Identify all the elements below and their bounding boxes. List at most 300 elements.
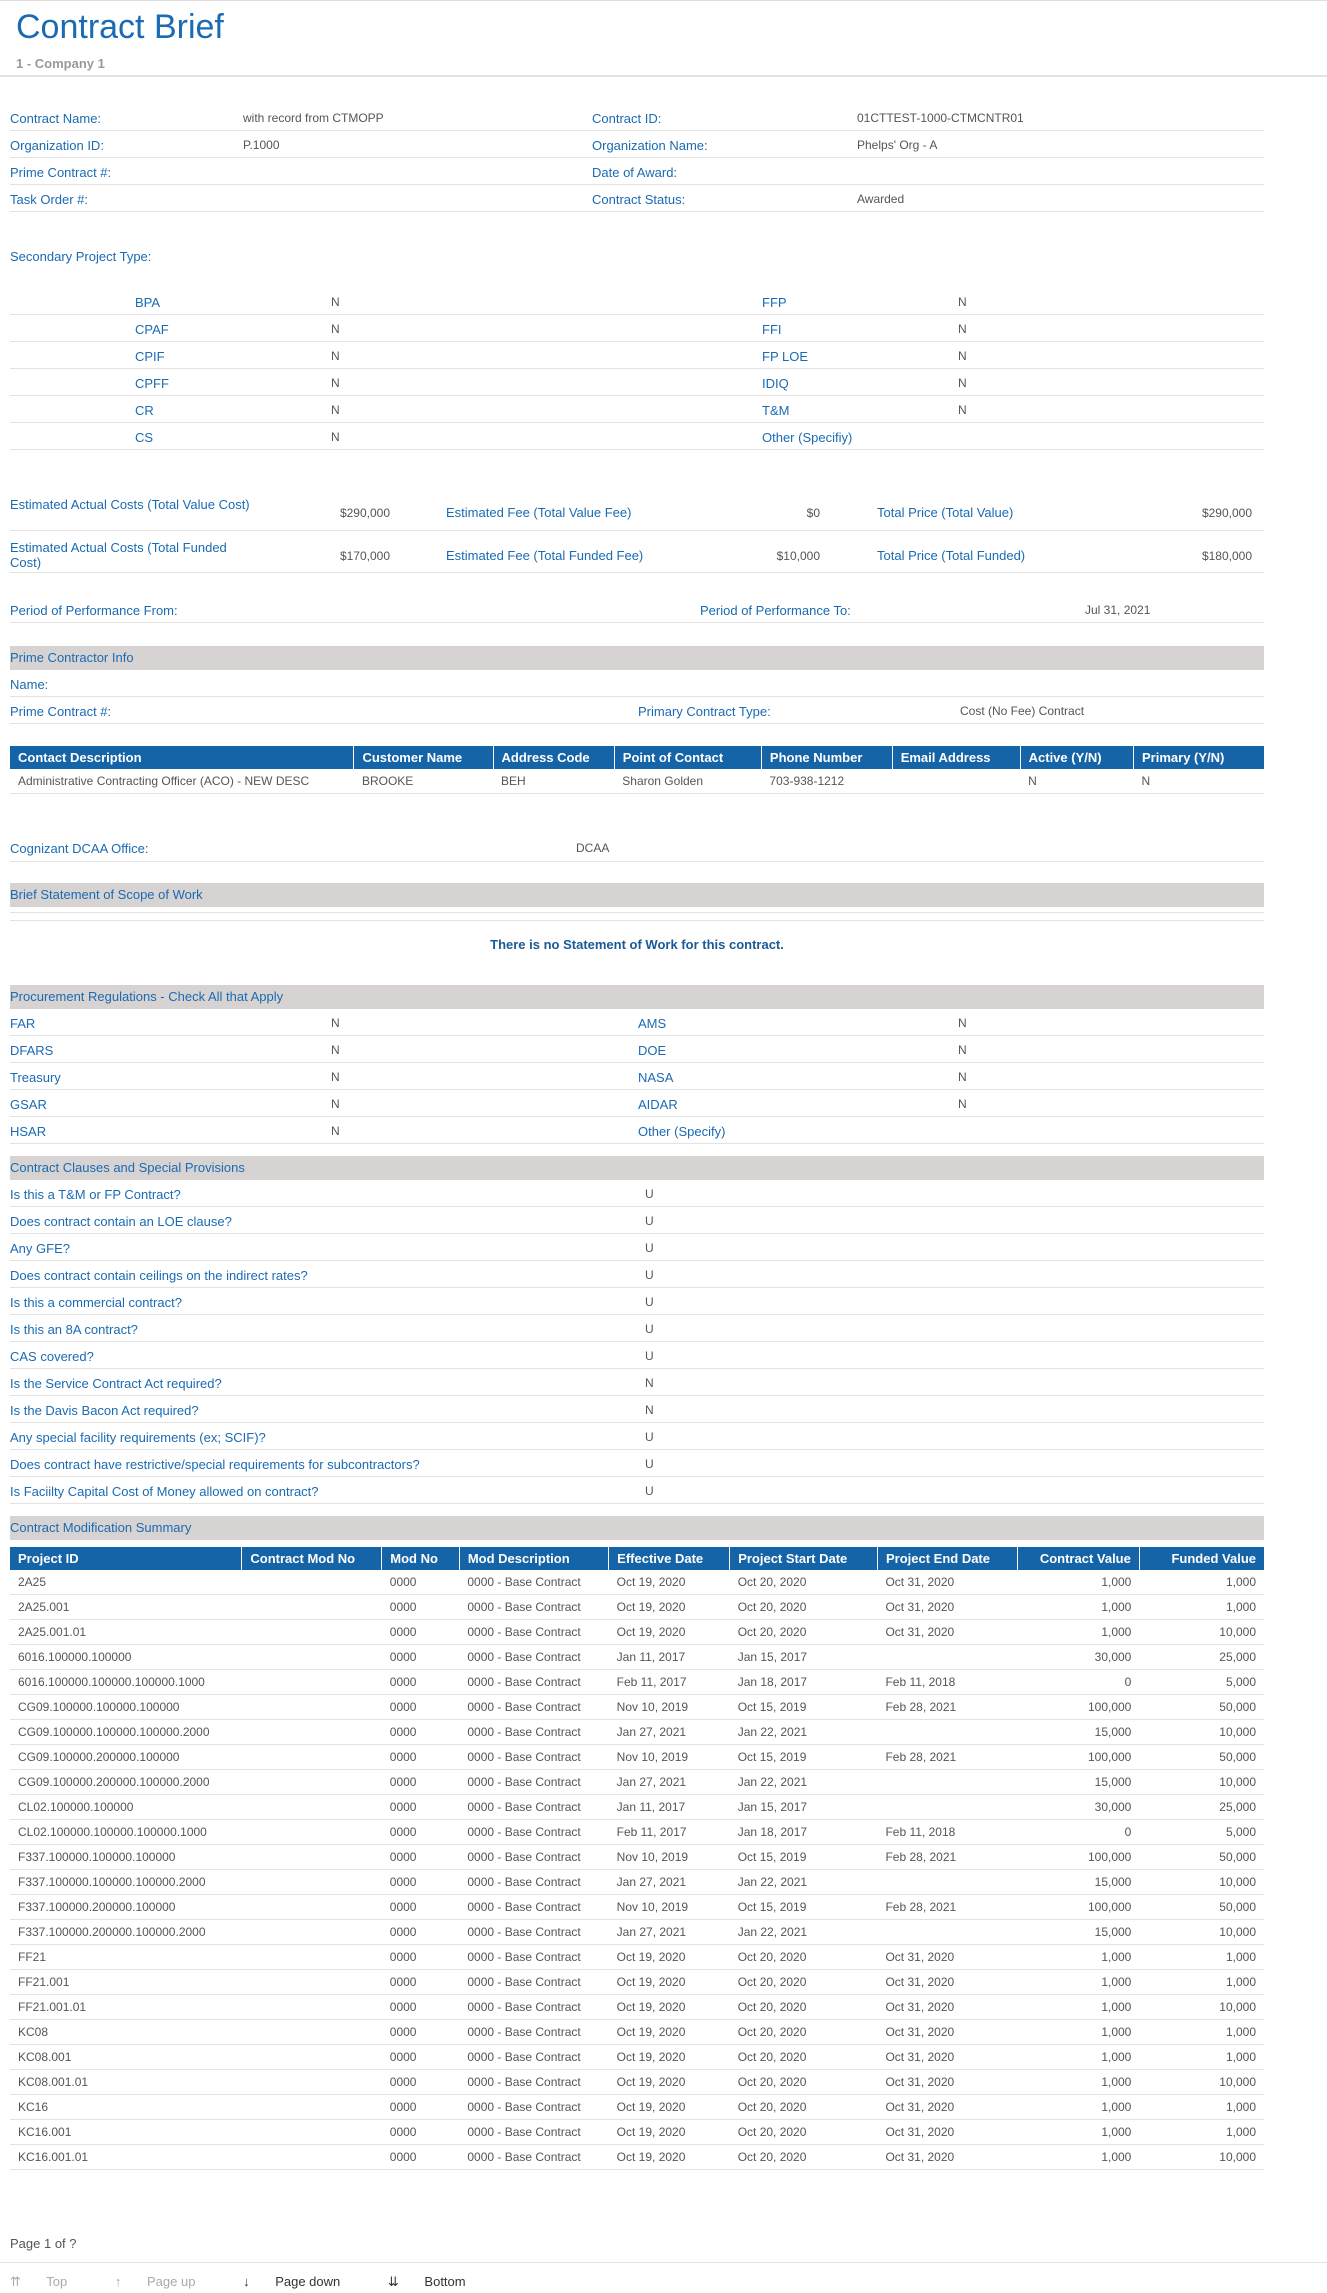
table-cell [242, 1695, 382, 1720]
table-cell: 0000 [382, 1595, 460, 1620]
contract-name-value: with record from CTMOPP [243, 111, 384, 125]
table-cell: 0000 [382, 1620, 460, 1645]
row-divider [10, 449, 1264, 450]
secondary-left-value: N [331, 322, 340, 336]
double-up-icon: ⇈ [10, 2274, 21, 2289]
secondary-right-label: FFI [762, 322, 782, 337]
table-cell: 0000 - Base Contract [459, 1895, 608, 1920]
clause-question: CAS covered? [10, 1349, 94, 1364]
table-cell [242, 1995, 382, 2020]
table-cell: 0000 [382, 1720, 460, 1745]
clause-question: Does contract contain ceilings on the indirect rates? [10, 1268, 308, 1283]
table-cell: 0000 - Base Contract [459, 1620, 608, 1645]
table-cell [242, 1945, 382, 1970]
table-cell: 30,000 [1018, 1795, 1140, 1820]
column-header: Contract Mod No [242, 1547, 382, 1570]
secondary-left-value: N [331, 430, 340, 444]
table-cell [877, 1795, 1017, 1820]
table-cell: 0000 - Base Contract [459, 1970, 608, 1995]
secondary-left-label: CPAF [135, 322, 169, 337]
table-cell [877, 1870, 1017, 1895]
mods-band [10, 1516, 1264, 1540]
table-row [10, 2070, 1264, 2095]
nav-page-up-label: Page up [147, 2274, 196, 2289]
table-cell: 50,000 [1139, 1745, 1264, 1770]
table-cell: 1,000 [1018, 1970, 1140, 1995]
table-cell [242, 1970, 382, 1995]
clause-question: Does contract contain an LOE clause? [10, 1214, 232, 1229]
table-cell: 1,000 [1018, 1570, 1140, 1595]
table-cell: 2A25 [10, 1570, 242, 1595]
table-cell: 0000 [382, 2020, 460, 2045]
table-cell: 100,000 [1018, 1745, 1140, 1770]
table-cell: 30,000 [1018, 1645, 1140, 1670]
secondary-type-title: Secondary Project Type: [10, 249, 152, 264]
table-cell: 0000 - Base Contract [459, 1745, 608, 1770]
row-divider [10, 1395, 1264, 1396]
table-cell: 0000 [382, 1570, 460, 1595]
table-cell: 0000 [382, 1670, 460, 1695]
table-cell: F337.100000.100000.100000 [10, 1845, 242, 1870]
nav-top-button[interactable] [10, 2274, 89, 2289]
table-cell: Oct 31, 2020 [877, 1570, 1017, 1595]
table-cell: 15,000 [1018, 1770, 1140, 1795]
table-cell: 100,000 [1018, 1845, 1140, 1870]
column-header: Project End Date [877, 1547, 1017, 1570]
table-cell: KC08.001 [10, 2045, 242, 2070]
table-row [10, 1795, 1264, 1820]
table-cell [242, 1920, 382, 1945]
table-cell: Oct 19, 2020 [609, 2045, 730, 2070]
row-divider [10, 1035, 1264, 1036]
table-cell: 1,000 [1139, 1570, 1264, 1595]
secondary-right-value: N [958, 376, 967, 390]
table-cell: Oct 31, 2020 [877, 1620, 1017, 1645]
contacts-table [10, 746, 1264, 794]
table-cell: 10,000 [1139, 1870, 1264, 1895]
table-row [10, 1695, 1264, 1720]
table-cell: 0000 - Base Contract [459, 2145, 608, 2170]
table-cell: 1,000 [1018, 2120, 1140, 2145]
clause-answer: U [645, 1349, 654, 1363]
clause-question: Is this a commercial contract? [10, 1295, 182, 1310]
secondary-right-label: FFP [762, 295, 787, 310]
table-cell: Jan 22, 2021 [730, 1870, 878, 1895]
table-cell: Oct 19, 2020 [609, 1945, 730, 1970]
clause-question: Does contract have restrictive/special requirements for subcontractors? [10, 1457, 420, 1472]
table-cell [892, 769, 1020, 794]
table-cell: 0000 [382, 1795, 460, 1820]
table-row [10, 1645, 1264, 1670]
table-cell: Oct 20, 2020 [730, 1945, 878, 1970]
table-cell: 25,000 [1139, 1795, 1264, 1820]
table-cell: Jan 15, 2017 [730, 1645, 878, 1670]
column-header: Contact Description [10, 746, 354, 769]
row-divider [10, 572, 1264, 573]
table-cell: 1,000 [1139, 2020, 1264, 2045]
table-cell: 0000 [382, 1995, 460, 2020]
table-cell: 2A25.001.01 [10, 1620, 242, 1645]
table-cell: Oct 31, 2020 [877, 2095, 1017, 2120]
table-cell: Oct 31, 2020 [877, 2120, 1017, 2145]
table-cell: F337.100000.200000.100000 [10, 1895, 242, 1920]
table-cell: Jan 27, 2021 [609, 1870, 730, 1895]
table-cell: CG09.100000.100000.100000 [10, 1695, 242, 1720]
table-cell: 1,000 [1018, 1595, 1140, 1620]
table-cell: 100,000 [1018, 1695, 1140, 1720]
pager-nav [10, 2274, 510, 2290]
table-cell: 0000 - Base Contract [459, 1920, 608, 1945]
row-divider [10, 1260, 1264, 1261]
prime-contract-label: Prime Contract #: [10, 165, 112, 180]
secondary-left-label: CPFF [135, 376, 169, 391]
table-cell: Jan 27, 2021 [609, 1920, 730, 1945]
clause-question: Any special facility requirements (ex; SCIF)? [10, 1430, 266, 1445]
clause-question: Is this a T&M or FP Contract? [10, 1187, 181, 1202]
reg-right-label: DOE [638, 1043, 667, 1058]
table-cell: 1,000 [1018, 1995, 1140, 2020]
arrow-down-icon: ↓ [243, 2274, 250, 2289]
secondary-right-value: N [958, 403, 967, 417]
reg-right-label: AMS [638, 1016, 667, 1031]
table-cell: 0000 [382, 1770, 460, 1795]
table-cell: 100,000 [1018, 1895, 1140, 1920]
reg-right-label: AIDAR [638, 1097, 678, 1112]
table-cell: Administrative Contracting Officer (ACO) - NEW DESC [10, 769, 354, 794]
table-cell: KC16 [10, 2095, 242, 2120]
table-cell: 1,000 [1018, 2045, 1140, 2070]
table-cell: Jan 27, 2021 [609, 1770, 730, 1795]
table-cell: Feb 11, 2018 [877, 1820, 1017, 1845]
table-cell: 0000 - Base Contract [459, 1670, 608, 1695]
table-cell: 0000 - Base Contract [459, 2070, 608, 2095]
prime-info-band-label: Prime Contractor Info [10, 650, 134, 665]
reg-right-value: N [958, 1070, 967, 1084]
price-funded-label: Total Price (Total Funded) [877, 548, 1026, 563]
row-divider [10, 130, 1264, 131]
table-row [10, 1995, 1264, 2020]
contacts-header-row [10, 746, 1264, 769]
column-header: Project Start Date [730, 1547, 878, 1570]
row-divider [10, 314, 1264, 315]
reg-right-label: Other (Specify) [638, 1124, 726, 1139]
table-cell: Feb 11, 2017 [609, 1670, 730, 1695]
table-cell: 0000 - Base Contract [459, 1770, 608, 1795]
no-sow-message: There is no Statement of Work for this contract. [490, 937, 784, 952]
table-cell: Oct 19, 2020 [609, 1620, 730, 1645]
reg-left-label: GSAR [10, 1097, 47, 1112]
secondary-left-value: N [331, 295, 340, 309]
table-cell: 0000 - Base Contract [459, 1595, 608, 1620]
table-cell: 0000 [382, 1920, 460, 1945]
table-cell: Oct 31, 2020 [877, 1970, 1017, 1995]
mods-band-label: Contract Modification Summary [10, 1520, 192, 1535]
table-cell [242, 2070, 382, 2095]
table-cell: Oct 31, 2020 [877, 1945, 1017, 1970]
fee-funded-label: Estimated Fee (Total Funded Fee) [446, 548, 644, 563]
table-cell [242, 2145, 382, 2170]
table-cell: 0000 [382, 1820, 460, 1845]
table-cell [242, 1745, 382, 1770]
eac-funded-value: $170,000 [339, 549, 390, 563]
table-cell: Jan 18, 2017 [730, 1670, 878, 1695]
clause-question: Is Faciilty Capital Cost of Money allowed on contract? [10, 1484, 319, 1499]
table-cell: 1,000 [1139, 1970, 1264, 1995]
row-divider [10, 395, 1264, 396]
clause-answer: U [645, 1187, 654, 1201]
table-cell: 0000 [382, 2095, 460, 2120]
contract-id-value: 01CTTEST-1000-CTMCNTR01 [857, 111, 1024, 125]
row-divider [10, 1476, 1264, 1477]
table-cell: 1,000 [1018, 1620, 1140, 1645]
table-cell: CG09.100000.200000.100000 [10, 1745, 242, 1770]
nav-top-label: Top [46, 2274, 68, 2289]
table-cell: Feb 11, 2018 [877, 1670, 1017, 1695]
table-cell: Oct 19, 2020 [609, 2095, 730, 2120]
clause-answer: N [645, 1376, 654, 1390]
regs-band [10, 985, 1264, 1009]
clause-answer: U [645, 1268, 654, 1282]
prime-name-label: Name: [10, 677, 49, 692]
dcaa-label: Cognizant DCAA Office: [10, 841, 149, 856]
clause-question: Any GFE? [10, 1241, 70, 1256]
reg-right-value: N [958, 1097, 967, 1111]
table-cell: 0000 [382, 2045, 460, 2070]
org-id-value: P.1000 [243, 138, 280, 152]
table-cell: Jan 22, 2021 [730, 1770, 878, 1795]
table-cell: Jan 18, 2017 [730, 1820, 878, 1845]
table-row [10, 1820, 1264, 1845]
table-cell: Jan 11, 2017 [609, 1645, 730, 1670]
table-cell: FF21 [10, 1945, 242, 1970]
table-cell: 10,000 [1139, 1770, 1264, 1795]
column-header: Contract Value [1018, 1547, 1140, 1570]
table-row [10, 769, 1264, 794]
nav-page-down-button[interactable] [243, 2274, 362, 2289]
org-id-label: Organization ID: [10, 138, 104, 153]
table-cell: Jan 22, 2021 [730, 1920, 878, 1945]
table-cell: CG09.100000.100000.100000.2000 [10, 1720, 242, 1745]
table-cell: 0000 - Base Contract [459, 1845, 608, 1870]
status-value: Awarded [857, 192, 905, 206]
table-cell: Oct 19, 2020 [609, 2070, 730, 2095]
clause-answer: N [645, 1403, 654, 1417]
clause-answer: U [645, 1214, 654, 1228]
perf-to-label: Period of Performance To: [700, 603, 851, 618]
table-cell: Oct 20, 2020 [730, 2095, 878, 2120]
secondary-right-value: N [958, 322, 967, 336]
nav-bottom-label: Bottom [424, 2274, 466, 2289]
table-cell: 0000 [382, 1845, 460, 1870]
table-row [10, 2020, 1264, 2045]
table-cell: 0000 [382, 1645, 460, 1670]
secondary-right-value: N [958, 349, 967, 363]
table-cell [242, 2020, 382, 2045]
column-header: Customer Name [354, 746, 493, 769]
clause-question: Is this an 8A contract? [10, 1322, 138, 1337]
table-cell: KC08.001.01 [10, 2070, 242, 2095]
table-cell: 0000 - Base Contract [459, 1720, 608, 1745]
table-cell: Oct 20, 2020 [730, 1970, 878, 1995]
reg-left-value: N [331, 1043, 340, 1057]
table-row [10, 2120, 1264, 2145]
fee-funded-value: $10,000 [776, 549, 820, 563]
table-cell: 1,000 [1139, 2120, 1264, 2145]
table-cell: Oct 31, 2020 [877, 2145, 1017, 2170]
eac-value-label: Estimated Actual Costs (Total Value Cost) [10, 497, 250, 512]
mods-table [10, 1547, 1264, 2170]
table-cell: Nov 10, 2019 [609, 1745, 730, 1770]
table-cell: 0000 - Base Contract [459, 1795, 608, 1820]
table-cell [242, 1795, 382, 1820]
table-cell: 1,000 [1018, 2095, 1140, 2120]
table-cell: 0000 [382, 2120, 460, 2145]
table-cell: Oct 20, 2020 [730, 1620, 878, 1645]
row-divider [10, 1341, 1264, 1342]
table-cell: 1,000 [1139, 1595, 1264, 1620]
table-cell: 0000 - Base Contract [459, 2045, 608, 2070]
table-row [10, 2095, 1264, 2120]
secondary-left-value: N [331, 403, 340, 417]
column-header: Effective Date [609, 1547, 730, 1570]
table-cell: 0000 [382, 1870, 460, 1895]
row-divider [10, 1206, 1264, 1207]
table-cell: 1,000 [1139, 2045, 1264, 2070]
table-cell [242, 1570, 382, 1595]
nav-page-up-button[interactable] [115, 2274, 218, 2289]
nav-bottom-button[interactable] [388, 2274, 488, 2289]
row-divider [10, 341, 1264, 342]
reg-left-label: FAR [10, 1016, 36, 1031]
table-cell: Feb 28, 2021 [877, 1895, 1017, 1920]
row-divider [10, 1449, 1264, 1450]
secondary-left-value: N [331, 376, 340, 390]
table-cell: FF21.001.01 [10, 1995, 242, 2020]
table-cell: Oct 15, 2019 [730, 1895, 878, 1920]
row-divider [10, 1116, 1264, 1117]
row-divider [10, 1089, 1264, 1090]
eac-value: $290,000 [339, 506, 390, 520]
table-cell: 50,000 [1139, 1695, 1264, 1720]
table-cell: Sharon Golden [614, 769, 761, 794]
contract-id-label: Contract ID: [592, 111, 662, 126]
column-header: Project ID [10, 1547, 242, 1570]
table-cell: 0000 - Base Contract [459, 2120, 608, 2145]
reg-left-value: N [331, 1070, 340, 1084]
org-name-value: Phelps' Org - A [857, 138, 938, 152]
table-cell: KC08 [10, 2020, 242, 2045]
task-order-label: Task Order #: [10, 192, 89, 207]
arrow-up-icon: ↑ [114, 2274, 122, 2289]
table-cell: 0000 [382, 2145, 460, 2170]
secondary-left-label: CR [135, 403, 154, 418]
table-cell: CG09.100000.200000.100000.2000 [10, 1770, 242, 1795]
table-cell: 50,000 [1139, 1845, 1264, 1870]
status-label: Contract Status: [592, 192, 686, 207]
table-row [10, 1595, 1264, 1620]
clause-question: Is the Davis Bacon Act required? [10, 1403, 199, 1418]
column-header: Mod No [382, 1547, 460, 1570]
column-header: Point of Contact [614, 746, 761, 769]
column-header: Active (Y/N) [1020, 746, 1133, 769]
row-divider [10, 157, 1264, 158]
table-cell: Oct 19, 2020 [609, 1970, 730, 1995]
table-cell: Jan 15, 2017 [730, 1795, 878, 1820]
table-cell [877, 1645, 1017, 1670]
table-cell: 6016.100000.100000 [10, 1645, 242, 1670]
clause-question: Is the Service Contract Act required? [10, 1376, 222, 1391]
row-divider [10, 1143, 1264, 1144]
table-cell [242, 2095, 382, 2120]
table-cell: 0000 [382, 1970, 460, 1995]
table-cell: 0000 - Base Contract [459, 1820, 608, 1845]
table-cell [242, 1620, 382, 1645]
table-cell: 10,000 [1139, 2070, 1264, 2095]
table-cell: Oct 15, 2019 [730, 1695, 878, 1720]
table-cell: Oct 19, 2020 [609, 1570, 730, 1595]
sow-band-label: Brief Statement of Scope of Work [10, 887, 203, 902]
secondary-left-value: N [331, 349, 340, 363]
clause-answer: U [645, 1457, 654, 1471]
table-cell [877, 1720, 1017, 1745]
table-row [10, 1770, 1264, 1795]
table-cell [242, 1670, 382, 1695]
table-cell: Oct 19, 2020 [609, 1995, 730, 2020]
table-cell: 0000 - Base Contract [459, 1645, 608, 1670]
reg-left-label: HSAR [10, 1124, 47, 1139]
secondary-left-label: BPA [135, 295, 161, 310]
table-cell: Oct 19, 2020 [609, 2120, 730, 2145]
table-cell: 1,000 [1018, 1945, 1140, 1970]
row-divider [10, 1233, 1264, 1234]
table-cell: 0000 [382, 2070, 460, 2095]
primary-type-label: Primary Contract Type: [638, 704, 771, 719]
primary-type-value: Cost (No Fee) Contract [960, 704, 1085, 718]
table-cell: Feb 11, 2017 [609, 1820, 730, 1845]
table-cell: 15,000 [1018, 1720, 1140, 1745]
table-cell: 10,000 [1139, 1620, 1264, 1645]
table-cell [877, 1770, 1017, 1795]
table-cell: 0000 - Base Contract [459, 2095, 608, 2120]
table-cell: F337.100000.100000.100000.2000 [10, 1870, 242, 1895]
table-row [10, 1670, 1264, 1695]
table-cell: CL02.100000.100000 [10, 1795, 242, 1820]
table-cell: Oct 20, 2020 [730, 2070, 878, 2095]
table-cell: KC16.001 [10, 2120, 242, 2145]
table-row [10, 1620, 1264, 1645]
table-cell: 0 [1018, 1670, 1140, 1695]
eac-funded-label: Estimated Actual Costs (Total Funded Cost) [10, 540, 227, 570]
prime-info-band [10, 646, 1264, 670]
table-cell: Feb 28, 2021 [877, 1695, 1017, 1720]
row-divider [10, 912, 1264, 913]
clause-answer: U [645, 1295, 654, 1309]
table-cell: FF21.001 [10, 1970, 242, 1995]
row-divider [10, 211, 1264, 212]
table-row [10, 1745, 1264, 1770]
table-cell: 6016.100000.100000.100000.1000 [10, 1670, 242, 1695]
mods-header-row [10, 1547, 1264, 1570]
table-cell: N [1020, 769, 1133, 794]
row-divider [10, 1368, 1264, 1369]
table-cell: Jan 11, 2017 [609, 1795, 730, 1820]
row-divider [10, 422, 1264, 423]
clause-answer: U [645, 1484, 654, 1498]
reg-left-label: Treasury [10, 1070, 61, 1085]
prime-contract2-label: Prime Contract #: [10, 704, 112, 719]
table-cell: Oct 15, 2019 [730, 1745, 878, 1770]
perf-to-value: Jul 31, 2021 [1085, 603, 1151, 617]
